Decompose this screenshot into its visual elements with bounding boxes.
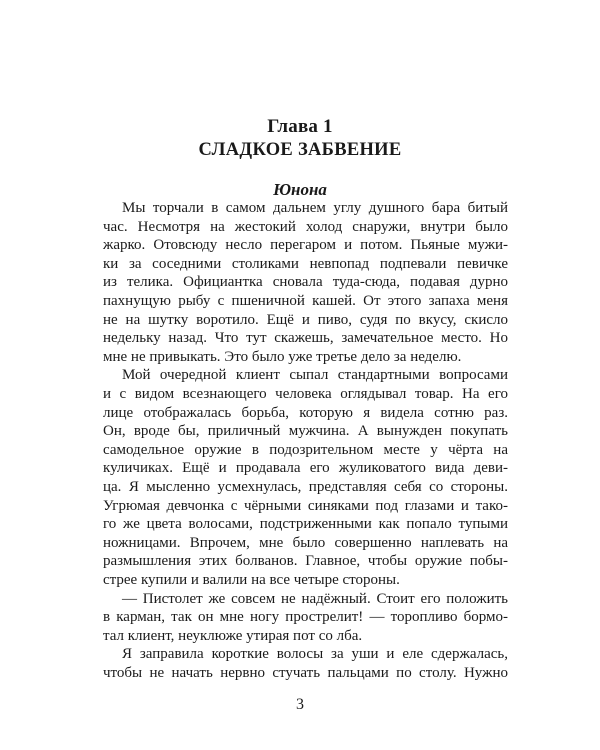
text-line: тал клиент, неуклюже утирая пот со лба.: [103, 627, 363, 644]
text-line: Мы торчали в самом дальнем углу душного бара битый: [122, 200, 508, 216]
text-line: не на шутку воротило. Ещё и пиво, судя по вкусу, скисло: [103, 311, 508, 328]
text-line: Мой очередной клиент сыпал стандартными вопросами: [122, 367, 508, 384]
text-line: стрее купили и валили на все четыре стороны.: [103, 572, 400, 588]
text-line: из телика. Официантка сновала туда-сюда, подавая дурно: [103, 274, 508, 291]
text-line: пахнущую рыбу с пшеничной кашей. От этого запаха меня: [103, 293, 508, 309]
text-line: — Пистолет же совсем не надёжный. Стоит его положить: [122, 590, 508, 607]
text-line: Я заправила короткие волосы за уши и еле сдержалась,: [122, 646, 508, 663]
text-line: жарко. Отовсюду несло перегаром и потом. Пьяные мужи-: [103, 237, 508, 254]
chapter-number: Глава 1: [267, 116, 333, 137]
text-line: самодельное оружие в подозрительном месте у чёрта на: [103, 441, 508, 458]
text-line: Он, вроде бы, приличный мужчина. А вынужден покупать: [103, 423, 508, 440]
text-line: недельку назад. Что тут скажешь, замечательное место. Но: [103, 330, 508, 347]
text-line: чтобы не начать нервно стучать пальцами по столу. Нужно: [103, 665, 508, 681]
text-line: мне не привыкать. Это было уже третье дело за неделю.: [103, 348, 462, 365]
text-line: лице отображалась борьба, которую я видела сотню раз.: [103, 404, 508, 421]
text-line: и с видом всезнающего человека оглядывал товар. На его: [103, 386, 508, 402]
page-number: 3: [296, 696, 304, 713]
text-line: в карман, так он мне ногу прострелит! — торопливо бормо-: [103, 609, 508, 626]
text-line: Угрюмая девчонка с чёрными синяками под глазами и тако-: [103, 497, 508, 514]
text-line: ножницами. Впрочем, мне было совершенно наплевать на: [103, 534, 508, 551]
text-line: час. Несмотря на жестокий холод снаружи, внутри было: [103, 218, 508, 235]
text-line: размышления этих болванов. Главное, чтобы оружие побы-: [103, 553, 508, 570]
text-line: ца. Я мысленно усмехнулась, представляя себя со стороны.: [103, 479, 508, 495]
text-line: куличиках. Ещё и продавала его жуликоватого вида деви-: [103, 460, 508, 477]
text-line: го же цвета волосами, подстриженными как попало тупыми: [103, 516, 508, 533]
text-line: ки за соседними столиками невпопад подпевали певичке: [103, 255, 508, 272]
narrator-heading: Юнона: [273, 180, 327, 199]
chapter-title: СЛАДКОЕ ЗАБВЕНИЕ: [198, 140, 402, 160]
